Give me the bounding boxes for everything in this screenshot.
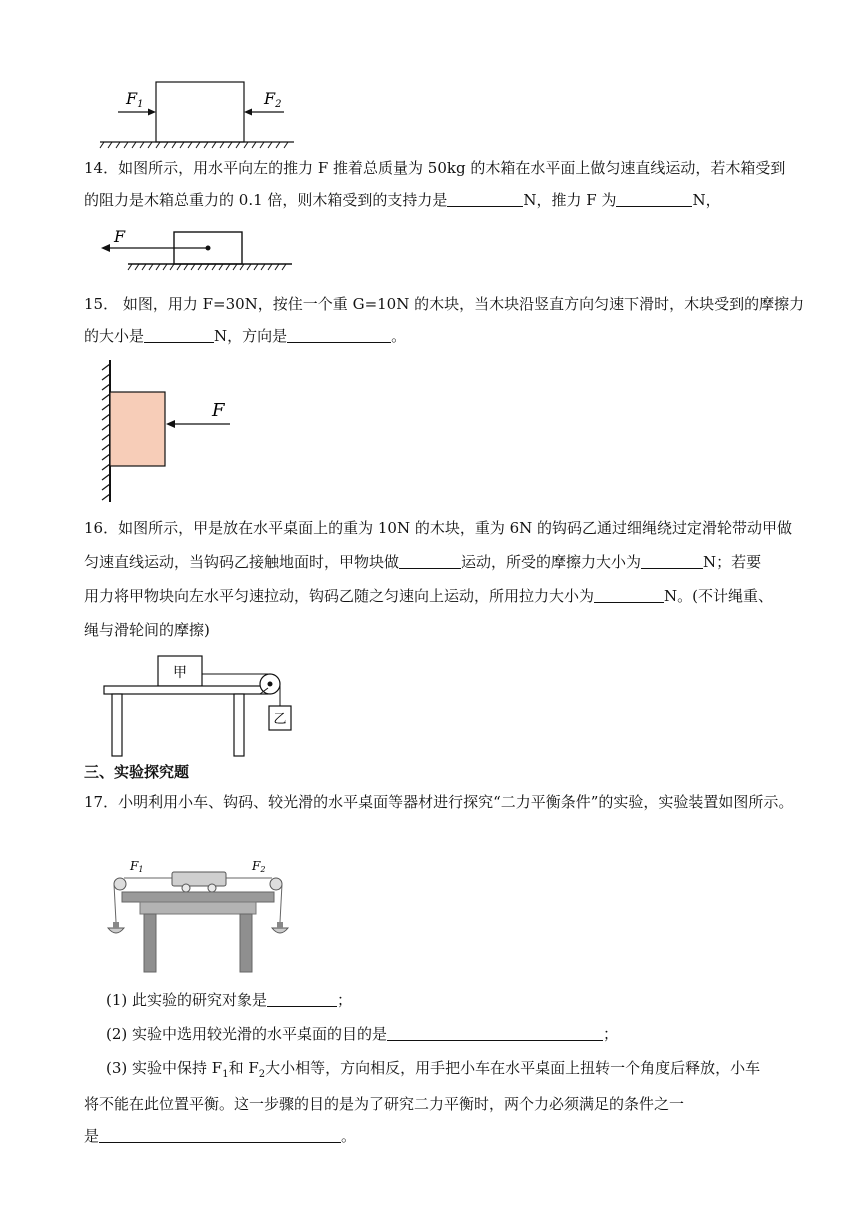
pulley-axle [268,682,273,687]
label-f2: F2 [252,859,266,874]
arrow-f-head [101,244,110,252]
q17-sub3-sub1: 1 [222,1069,229,1080]
q16-line2 [84,552,804,572]
ground-hatch [100,142,288,148]
table-leg-left [112,694,122,756]
q17-sub3-text-a: (3) 实验中保持 F [106,1059,223,1077]
q17-sub3-text-d: 是 [84,1127,100,1145]
q15-blank-friction[interactable] [144,327,214,343]
weight-pan-left [108,928,124,933]
q17-blank-purpose[interactable] [387,1025,603,1041]
q17-sub3-end: 。 [341,1127,357,1145]
q15-line2 [84,326,804,346]
table-leg-right [234,694,244,756]
figure-block-on-wall [96,360,246,504]
q17-sub1 [106,990,826,1010]
wooden-block [110,392,165,466]
cart-wheel-right [208,884,216,892]
figure-box-pushed-left [98,226,298,272]
q14-blank-support[interactable] [447,191,523,207]
box-center-dot [206,246,211,251]
arrow-f-head [166,420,175,428]
pulley-left [114,878,126,890]
hang-string-left [114,884,116,922]
q17-blank-condition[interactable] [99,1127,341,1143]
q14-text-c: N， [692,191,721,209]
q14-line1: 14．如图所示，用水平向左的推力 F 推着总质量为 50kg 的木箱在水平面上做匀速直线运动，若木箱受到 [84,159,786,177]
q17-sub2-end: ； [603,1025,619,1043]
weight-left [113,922,119,928]
arrow-f2-head [244,109,252,116]
label-f: F [212,400,225,421]
q17-sub3-text-c: 大小相等，方向相反，用手把小车在水平桌面上扭转一个角度后释放，小车 [265,1059,761,1077]
q17-sub1-end: ； [337,991,353,1009]
q16-text-c: N；若要 [703,553,762,571]
q17-sub3-line1 [106,1058,826,1085]
label-f1: F1 [126,89,144,110]
wall-hatch [102,364,110,500]
q15-line1: 15． 如图，用力 F=30N，按住一个重 G=10N 的木块，当木块沿竖直方向匀速下滑时，木块受到的摩擦力 [84,295,805,313]
q16-blank-pull[interactable] [594,587,664,603]
q17-sub3-text-b: 和 F [228,1059,259,1077]
q15-text-b: N，方向是 [214,327,288,345]
hang-string-right [280,884,282,922]
tabletop [122,892,274,902]
q14-text-a: 的阻力是木箱总重力的 0.1 倍，则木箱受到的支持力是 [84,191,448,209]
pulley-right [270,878,282,890]
q16-line1: 16．如图所示，甲是放在水平桌面上的重为 10N 的木块，重为 6N 的钩码乙通过细绳绕过定滑轮带动甲做 [84,519,793,537]
q16-blank-motion[interactable] [399,553,461,569]
q17-line1: 17．小明利用小车、钩码、较光滑的水平桌面等器材进行探究“二力平衡条件”的实验，实验装置如图所示。 [84,793,794,811]
table-apron [140,902,256,914]
figure-balance-apparatus [106,856,290,976]
q17-blank-object[interactable] [267,991,337,1007]
q16-text-b: 运动，所受的摩擦力大小为 [461,553,642,571]
q14-line2 [84,190,804,210]
table-leg-right [240,914,252,972]
figure-table-pulley [100,654,300,758]
q17-sub3-sub2: 2 [258,1069,266,1080]
table-leg-left [144,914,156,972]
q16-line3 [84,586,804,606]
weight-right [277,922,283,928]
q17-sub3-line3 [84,1126,804,1146]
section-heading: 三、实验探究题 [84,763,190,781]
weight-pan-right [272,928,288,933]
q17-sub3-line2: 将不能在此位置平衡。这一步骤的目的是为了研究二力平衡时，两个力必须满足的条件之一 [84,1095,685,1113]
label-yi: 乙 [273,712,287,727]
q16-line4: 绳与滑轮间的摩擦) [84,621,210,639]
q16-text-e: N。(不计绳重、 [664,587,773,605]
q14-text-b: N，推力 F 为 [523,191,617,209]
q16-text-d: 用力将甲物块向左水平匀速拉动，钩码乙随之匀速向上运动，所用拉力大小为 [84,587,595,605]
q17-sub2-text: (2) 实验中选用较光滑的水平桌面的目的是 [106,1025,388,1043]
label-jia: 甲 [173,665,187,681]
q15-blank-direction[interactable] [287,327,391,343]
q17-sub1-text: (1) 此实验的研究对象是 [106,991,268,1009]
q15-text-c: 。 [391,327,407,345]
label-f: F [114,227,126,246]
tabletop [104,686,268,694]
q16-text-a: 匀速直线运动，当钩码乙接触地面时，甲物块做 [84,553,400,571]
block [156,82,244,142]
ground-hatch [128,264,286,270]
figure-block-two-forces [96,80,296,152]
q15-text-a: 的大小是 [84,327,145,345]
q14-blank-push[interactable] [616,191,692,207]
cart-wheel-left [182,884,190,892]
label-f1: F1 [130,859,144,874]
q17-sub2 [106,1024,826,1044]
arrow-f1-head [148,109,156,116]
q16-blank-friction[interactable] [641,553,703,569]
cart-body [172,872,226,886]
label-f2: F2 [264,89,282,110]
